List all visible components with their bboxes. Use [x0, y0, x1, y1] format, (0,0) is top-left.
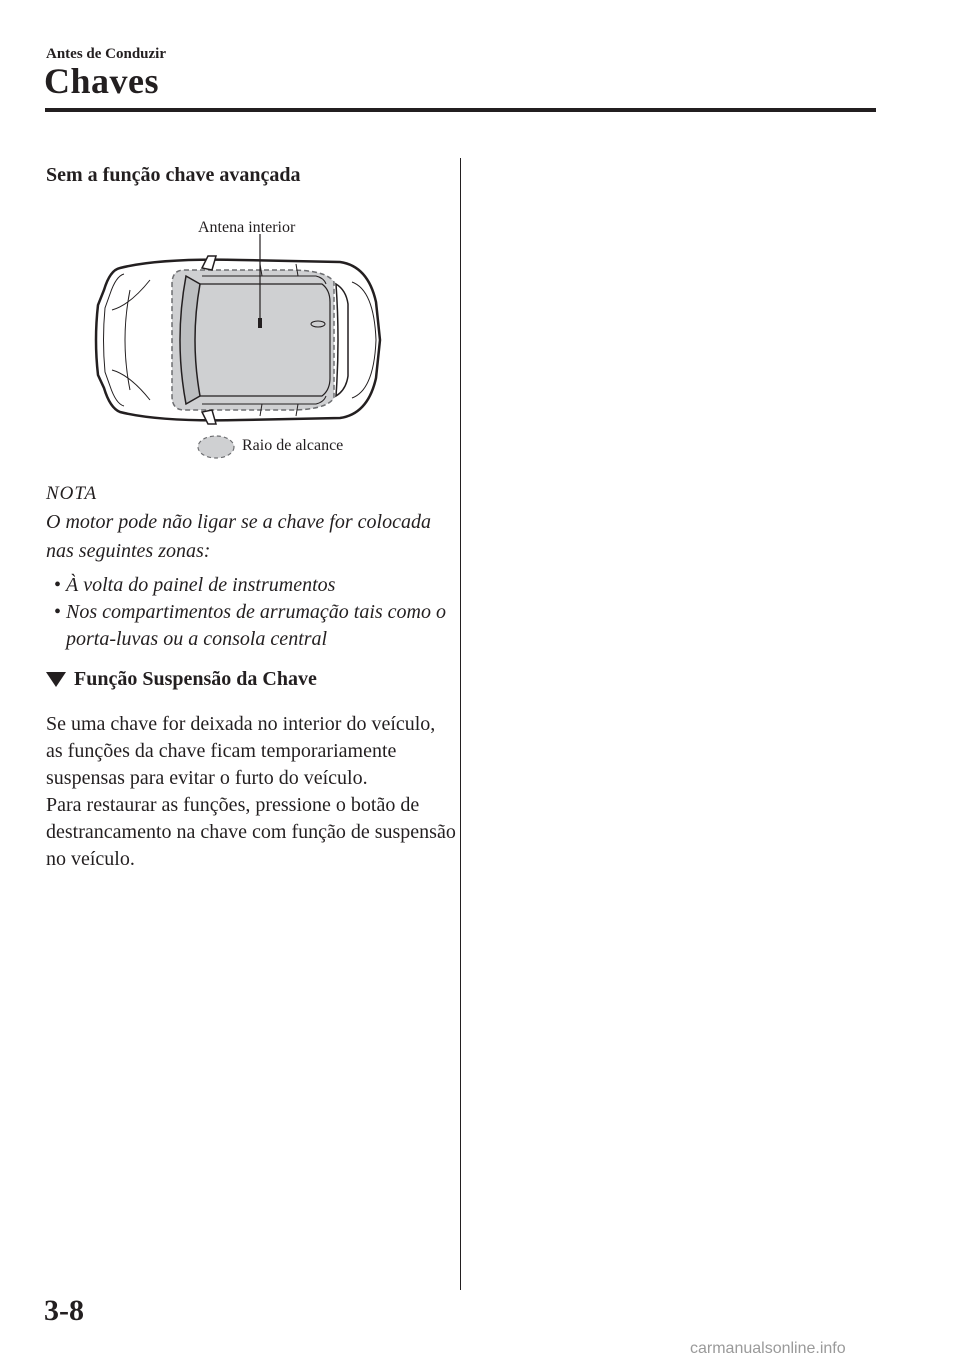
bullet: • [54, 574, 62, 596]
range-label: Raio de alcance [242, 437, 344, 454]
triangle-down-icon [46, 672, 66, 687]
antenna-marker [258, 318, 262, 328]
list-item [46, 572, 456, 599]
column-divider [460, 158, 461, 1290]
paragraph: Para restaurar as funções, pressione o botão de destrancamento na chave com função de suspensão no veículo. [46, 794, 456, 870]
note-list [46, 572, 456, 653]
note-heading: NOTA [46, 483, 98, 504]
list-item [46, 599, 456, 653]
list-item-text: À volta do painel de instrumentos [66, 574, 336, 596]
section-heading-text: Função Suspensão da Chave [74, 668, 317, 690]
section-label: Antes de Conduzir [46, 46, 167, 62]
range-legend-swatch [198, 436, 234, 458]
body-text [46, 711, 456, 873]
page-title: Chaves [44, 61, 160, 101]
list-item-text: Nos compartimentos de arrumação tais como o porta-luvas ou a consola central [66, 601, 446, 650]
watermark: carmanualsonline.info [690, 1340, 846, 1357]
rear-window [336, 284, 348, 396]
bullet: • [54, 601, 62, 623]
paragraph: Se uma chave for deixada no interior do veículo, as funções da chave ficam temporariamente suspensas para evitar o furto do veículo. [46, 713, 436, 789]
antenna-label: Antena interior [198, 219, 296, 236]
section-heading [46, 668, 317, 691]
header-rule [45, 108, 876, 112]
note-body: O motor pode não ligar se a chave for colocada nas seguintes zonas: [46, 511, 431, 562]
subheading: Sem a função chave avançada [46, 164, 301, 186]
page-number: 3-8 [44, 1294, 84, 1327]
car-top-view-figure [90, 210, 390, 470]
